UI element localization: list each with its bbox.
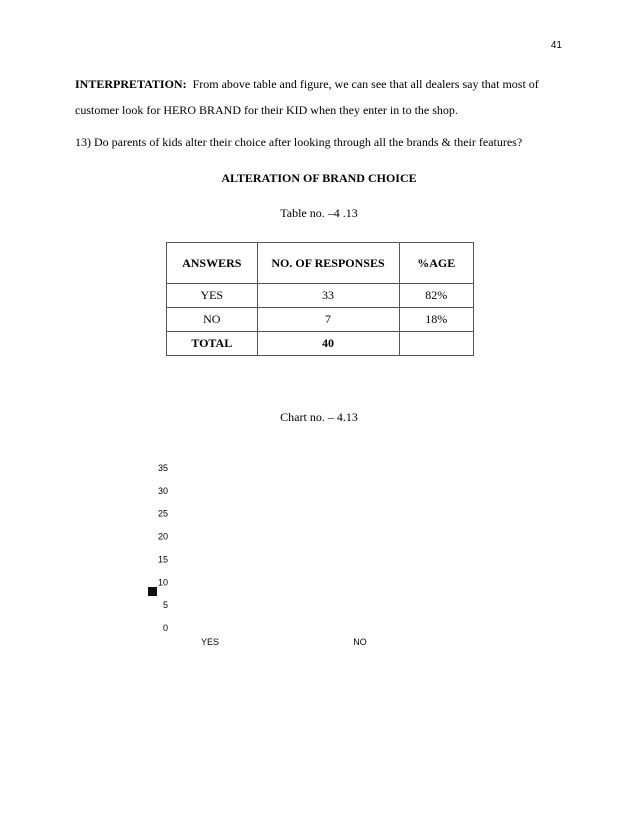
- header-percentage: %AGE: [399, 243, 474, 284]
- y-tick-label: 25: [157, 508, 168, 519]
- y-tick-label: 0: [162, 623, 168, 633]
- x-axis: [201, 637, 367, 647]
- y-tick-label: 5: [162, 600, 168, 611]
- page-number: 41: [550, 40, 562, 51]
- header-responses: NO. OF RESPONSES: [257, 243, 399, 284]
- cell-responses: 7: [257, 308, 399, 332]
- y-tick-label: 30: [157, 485, 168, 496]
- cell-total-responses: 40: [257, 332, 399, 356]
- interpretation-paragraph: [75, 71, 575, 123]
- cell-answer: YES: [167, 284, 258, 308]
- y-tick-label: 20: [157, 531, 168, 542]
- y-tick-label: 10: [157, 577, 168, 588]
- cell-percentage: 18%: [399, 308, 474, 332]
- cell-answer: NO: [167, 308, 258, 332]
- chart-caption: Chart no. – 4.13: [280, 410, 358, 424]
- x-tick-label: YES: [200, 637, 220, 647]
- table-total-row: [167, 332, 474, 356]
- cell-total-label: TOTAL: [167, 332, 258, 356]
- section-title: ALTERATION OF BRAND CHOICE: [221, 171, 417, 185]
- question-text: 13) Do parents of kids alter their choice after looking through all the brands & their features?: [75, 135, 523, 149]
- table-header-row: [167, 243, 474, 284]
- header-answers: ANSWERS: [167, 243, 258, 284]
- responses-table: [166, 242, 474, 356]
- table-row: [167, 308, 474, 332]
- brand-choice-chart: [140, 455, 460, 655]
- y-tick-label: 35: [157, 463, 168, 473]
- interpretation-text: From above table and figure, we can see that all dealers say that most of customer look for HERO BRAND for their KID when they enter in to the shop.: [75, 77, 539, 117]
- y-tick-label: 15: [157, 554, 168, 565]
- table-caption: Table no. –4 .13: [280, 206, 358, 220]
- legend-marker: [148, 587, 157, 596]
- cell-total-percentage: [399, 332, 474, 356]
- cell-responses: 33: [257, 284, 399, 308]
- cell-percentage: 82%: [399, 284, 474, 308]
- table-row: [167, 284, 474, 308]
- interpretation-label: INTERPRETATION:: [75, 77, 187, 91]
- x-tick-label: NO: [353, 637, 367, 647]
- y-axis: [158, 463, 168, 633]
